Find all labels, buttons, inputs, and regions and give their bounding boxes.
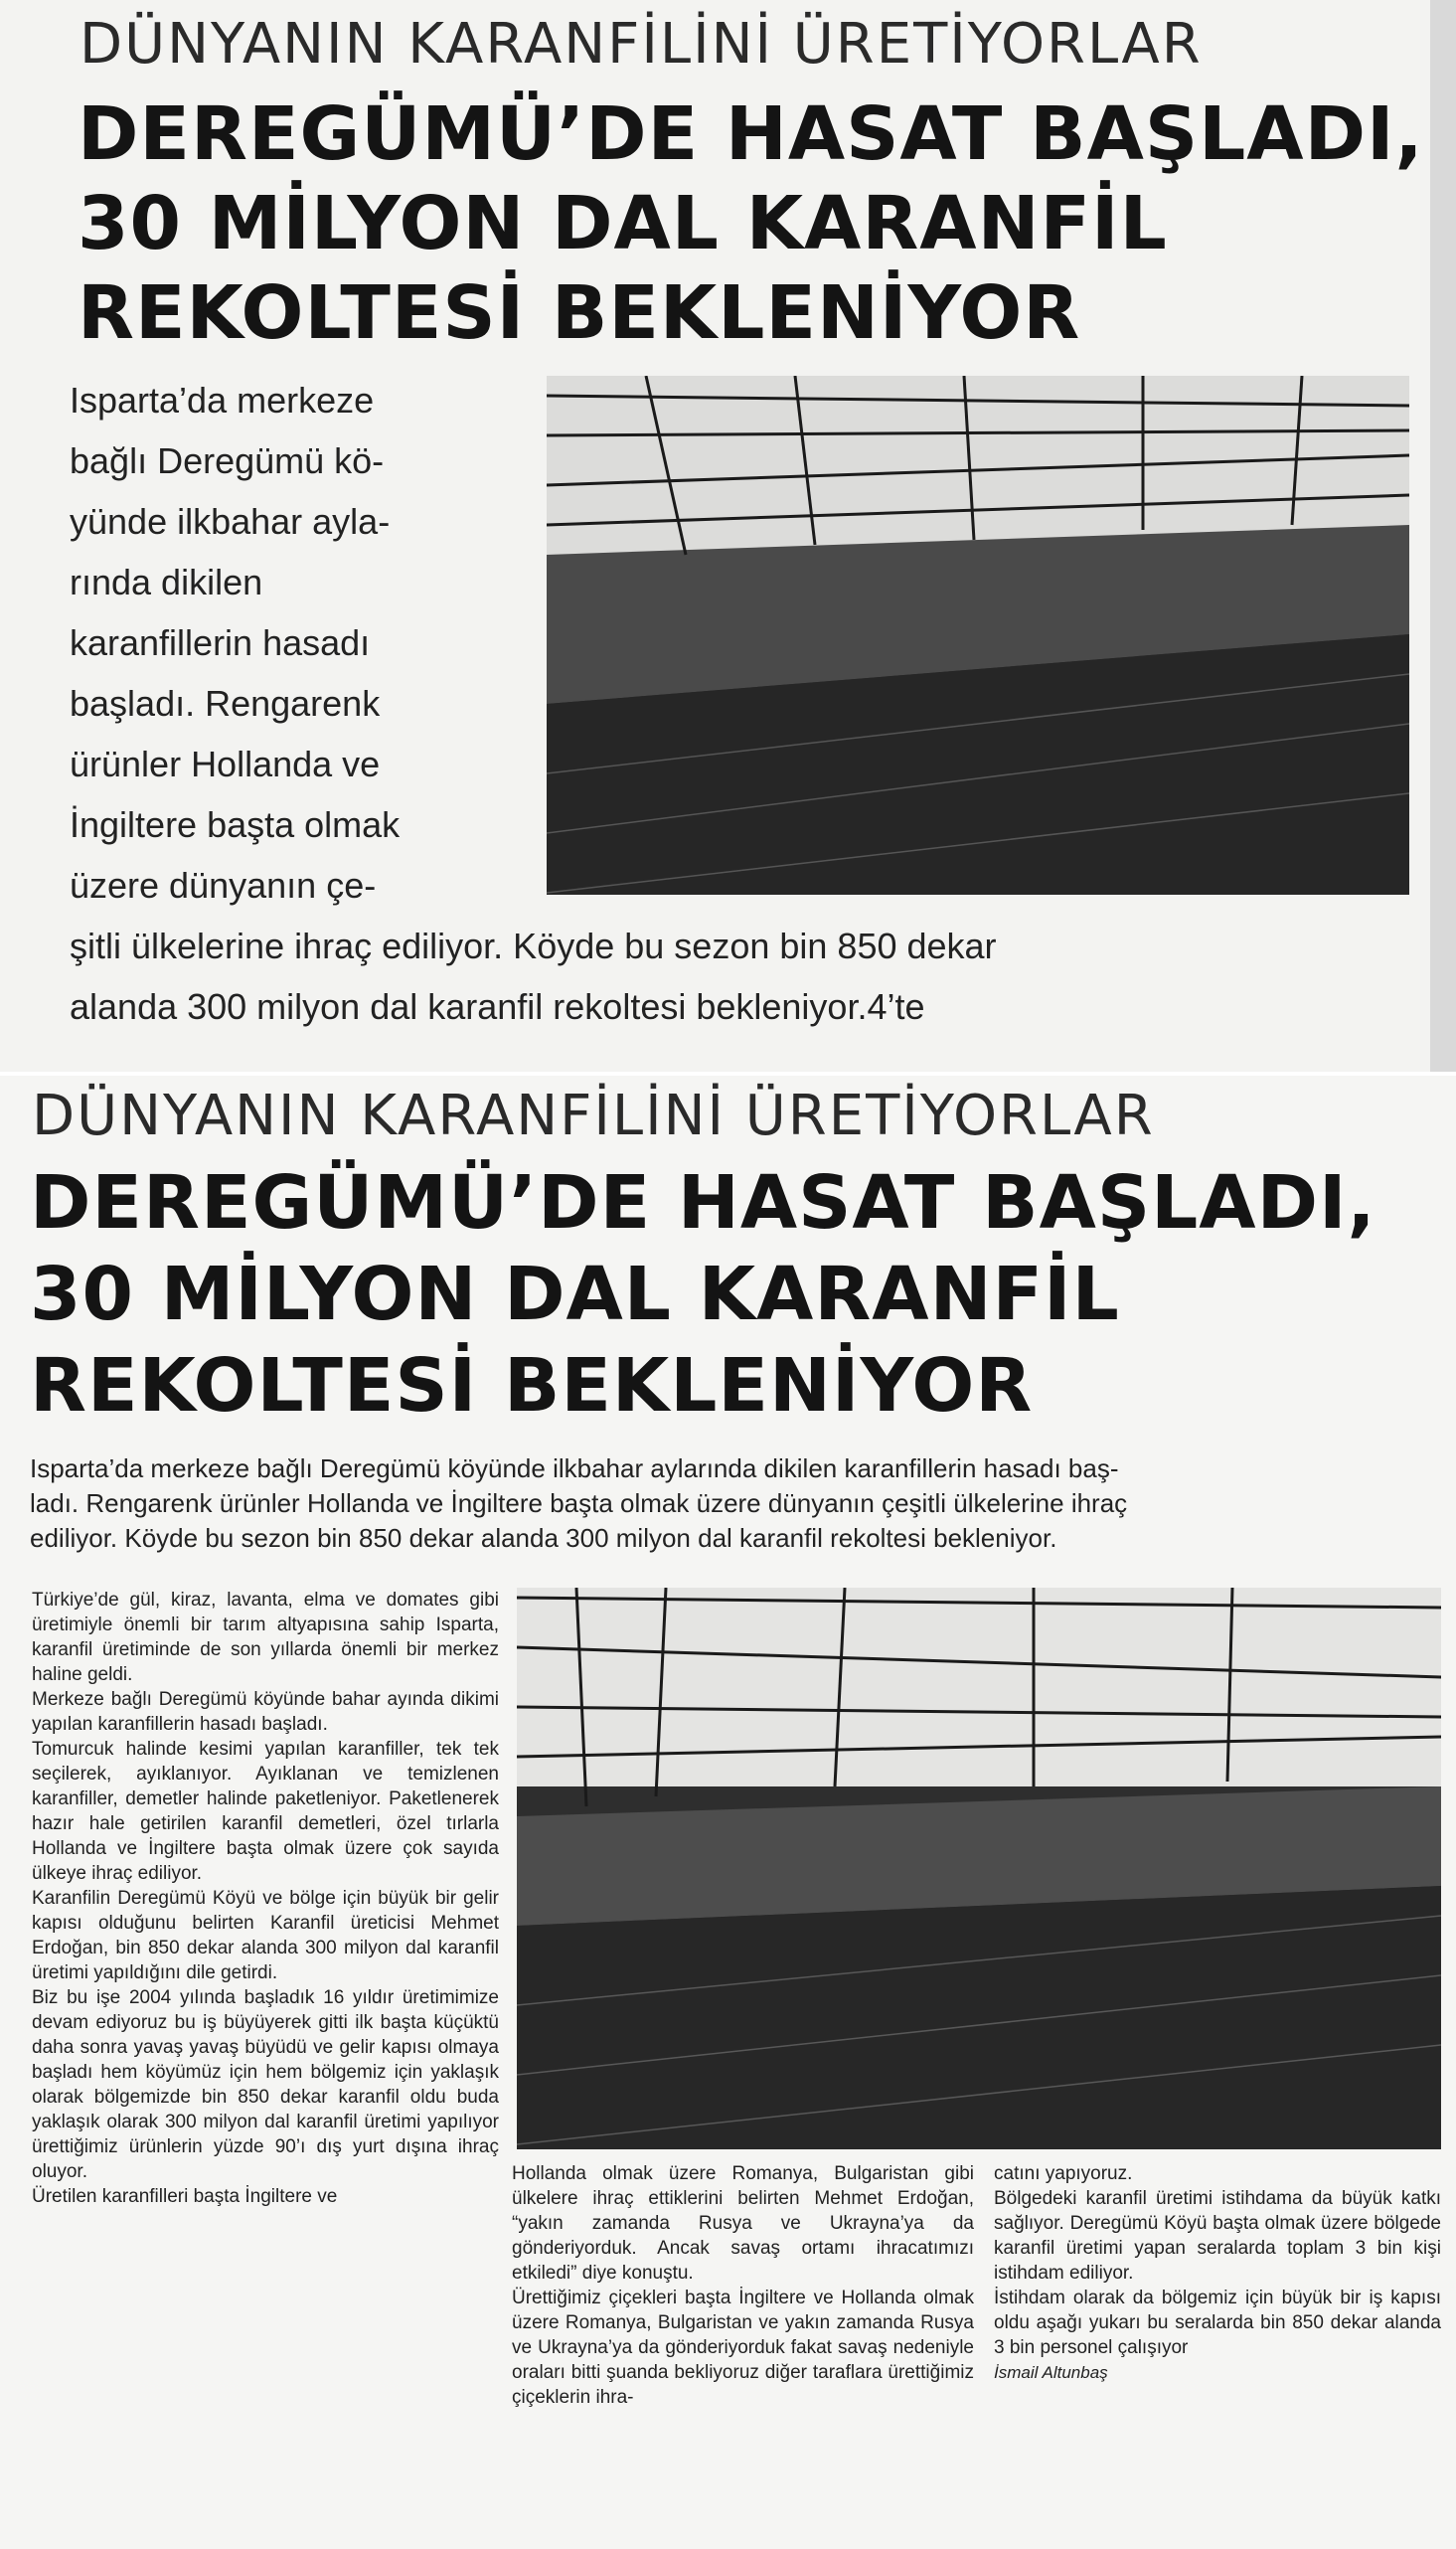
- paragraph: Biz bu işe 2004 yılında başladık 16 yıldır üretimimize devam ediyoruz bu iş büyüyerek gitti ilk başta küçüktü daha sonra yavaş yavaş büyüdü ve gelir kapısı olmaya başladı hem köyümüz için hem bölgemiz için yaklaşık olarak bölgemizde bin 850 dekar karanfil oldu buda yaklaşık olarak 300 milyon dal karanfil üretimi yapılıyor ürettiğimiz ürünlerin yüzde 90’ı dış yurt dışına ihraç oluyor.: [32, 1987, 499, 2182]
- clipping-top: [0, 0, 1456, 1072]
- paragraph: Hollanda olmak üzere Romanya, Bulgaristan gibi ülkelere ihraç ettiklerini belirten Mehmet Erdoğan, “yakın zamanda Rusya ve Ukrayna’ya da gönderiyorduk. Ancak savaş ortamı ihracatımızı etkiledi” diye konuştu.: [512, 2163, 974, 2284]
- paragraph: Karanfilin Deregümü Köyü ve bölge için büyük bir gelir kapısı olduğunu belirten Karanfil üreticisi Mehmet Erdoğan, bin 850 dekar alanda 300 milyon dal karanfil üretimi yapıldığını dile getirdi.: [32, 1888, 499, 1983]
- greenhouse-photo: [547, 376, 1409, 895]
- kicker: DÜNYANIN KARANFİLİNİ ÜRETİYORLAR: [80, 12, 1203, 77]
- article-column-1: [32, 1588, 499, 2537]
- lead-line: alanda 300 milyon dal karanfil rekoltesi bekleniyor.4’te: [70, 986, 925, 1027]
- paragraph: Türkiye’de gül, kiraz, lavanta, elma ve domates gibi üretimiyle önemli bir tarım altyapısına sahip Isparta, karanfil üretiminde de son yıllarda önemli bir merkez haline geldi.: [32, 1590, 499, 1685]
- headline-line-1: DEREGÜMÜ’DE HASAT BAŞLADI,: [30, 1160, 1376, 1246]
- lead-line: ediliyor. Köyde bu sezon bin 850 dekar alanda 300 milyon dal karanfil rekoltesi bekleniyor.: [30, 1523, 1057, 1553]
- lead-line: ladı. Rengarenk ürünler Hollanda ve İngiltere başta olmak üzere dünyanın çeşitli ülkelerine ihraç: [30, 1488, 1128, 1518]
- greenhouse-photo: [517, 1588, 1441, 2149]
- headline-line-2: 30 MİLYON DAL KARANFİL: [30, 1252, 1120, 1337]
- byline: İsmail Altunbaş: [994, 2363, 1108, 2382]
- lead-line: İngiltere başta olmak: [70, 804, 401, 845]
- kicker: DÜNYANIN KARANFİLİNİ ÜRETİYORLAR: [32, 1084, 1155, 1148]
- article-column-2: [512, 2161, 974, 2537]
- paragraph: Ürettiğimiz çiçekleri başta İngiltere ve Hollanda olmak üzere Romanya, Bulgaristan ve yakın zamanda Rusya ve Ukrayna’ya da gönderiyorduk fakat savaş nedeniyle oraları bitti şuanda bekliyoruz diğer taraflara ürettiğimiz çiçeklerin ihra-: [512, 2288, 974, 2408]
- page-edge-bar: [1430, 0, 1456, 1072]
- lead-line: rında dikilen: [70, 562, 263, 602]
- lead-text: [30, 1451, 1431, 1556]
- lead-line: yünde ilkbahar ayla-: [70, 501, 391, 542]
- paragraph: Merkeze bağlı Deregümü köyünde bahar ayında dikimi yapılan karanfillerin hasadı başladı.: [32, 1689, 499, 1735]
- lead-line: karanfillerin hasadı: [70, 622, 371, 663]
- lead-line: başladı. Rengarenk: [70, 683, 381, 724]
- clipping-bottom: [0, 1072, 1456, 2549]
- paragraph: Üretilen karanfilleri başta İngiltere ve: [32, 2186, 338, 2207]
- headline-line-3: REKOLTESİ BEKLENİYOR: [78, 270, 1081, 356]
- lead-line: Isparta’da merkeze: [70, 380, 375, 421]
- lead-line: ürünler Hollanda ve: [70, 744, 381, 784]
- headline-line-3: REKOLTESİ BEKLENİYOR: [30, 1343, 1034, 1429]
- lead-line: bağlı Deregümü kö-: [70, 440, 385, 481]
- article-column-3: [994, 2161, 1441, 2537]
- paragraph: Bölgedeki karanfil üretimi istihdama da büyük katkı sağlıyor. Deregümü Köyü başta olmak üzere bölgede karanfil üretimi yapan seralarda toplam 3 bin kişi istihdam ediliyor.: [994, 2188, 1441, 2284]
- lead-line: üzere dünyanın çe-: [70, 865, 377, 906]
- headline-line-1: DEREGÜMÜ’DE HASAT BAŞLADI,: [78, 91, 1424, 177]
- paragraph: catını yapıyoruz.: [994, 2163, 1133, 2184]
- lead-line: Isparta’da merkeze bağlı Deregümü köyünde ilkbahar aylarında dikilen karanfillerin hasadı baş-: [30, 1453, 1119, 1483]
- paragraph: İstihdam olarak da bölgemiz için büyük bir iş kapısı oldu aşağı yukarı bu seralarda bin 850 dekar alanda 3 bin personel çalışıyor: [994, 2288, 1441, 2358]
- paragraph: Tomurcuk halinde kesimi yapılan karanfiller, tek tek seçilerek, ayıklanıyor. Ayıklanan ve temizlenen karanfiller, demetler halinde paketleniyor. Paketlenerek hazır hale getirilen karanfil demetleri, özel tırlarla Hollanda ve İngiltere başta olmak üzere çok sayıda ülkeye ihraç ediliyor.: [32, 1739, 499, 1884]
- headline-line-2: 30 MİLYON DAL KARANFİL: [78, 181, 1168, 266]
- lead-line: şitli ülkelerine ihraç ediliyor. Köyde bu sezon bin 850 dekar: [70, 926, 997, 966]
